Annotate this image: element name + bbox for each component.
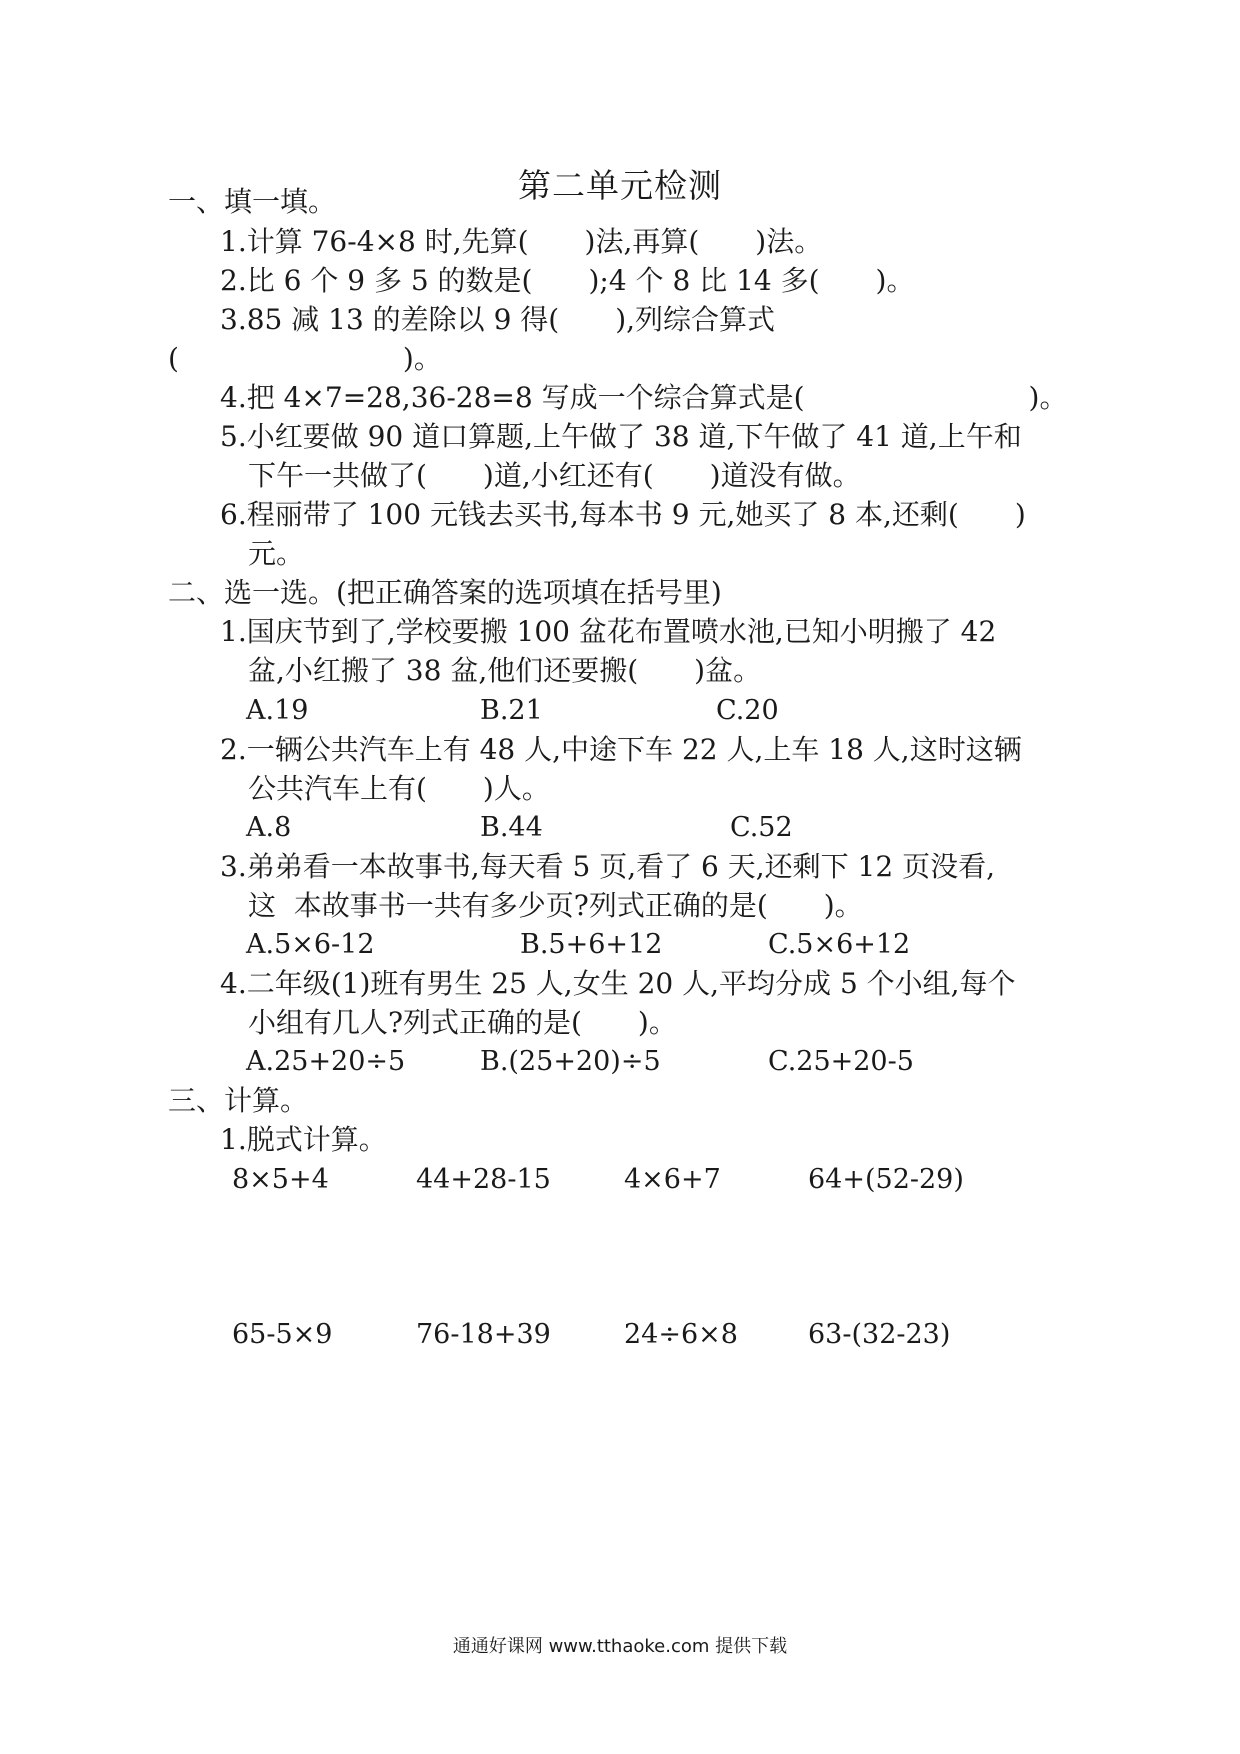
calc-expression: 63-(32-23) [808, 1319, 951, 1350]
section-1-heading: 一、填一填。 [168, 185, 337, 218]
s2-question-3-line-2: 这 本故事书一共有多少页?列式正确的是( )。 [248, 889, 863, 922]
s1-question-5-line-1: 5.小红要做 90 道口算题,上午做了 38 道,下午做了 41 道,上午和 [220, 420, 1022, 453]
s2-q3-option-a: A.5×6-12 [246, 929, 375, 960]
footer-source-text: 通通好课网 www.tthaoke.com 提供下载 [452, 1636, 788, 1657]
s2-q2-option-c: C.52 [730, 812, 793, 843]
page-title: 第二单元检测 [518, 166, 722, 205]
s2-question-2-line-2: 公共汽车上有( )人。 [248, 772, 550, 805]
calc-expression: 8×5+4 [232, 1164, 329, 1195]
calc-expression: 64+(52-29) [808, 1164, 964, 1195]
s2-question-4-line-1: 4.二年级(1)班有男生 25 人,女生 20 人,平均分成 5 个小组,每个 [220, 967, 1016, 1000]
calc-expression: 76-18+39 [416, 1319, 551, 1350]
s2-q3-option-c: C.5×6+12 [768, 929, 911, 960]
s1-question-3-line-2: ( )。 [168, 342, 442, 375]
s1-question-4: 4.把 4×7=28,36-28=8 写成一个综合算式是( )。 [220, 381, 1068, 414]
section-2-heading: 二、选一选。(把正确答案的选项填在括号里) [168, 576, 722, 609]
s2-q3-option-b: B.5+6+12 [520, 929, 663, 960]
s2-question-1-line-2: 盆,小红搬了 38 盆,他们还要搬( )盆。 [248, 654, 762, 687]
s2-question-3-line-1: 3.弟弟看一本故事书,每天看 5 页,看了 6 天,还剩下 12 页没看, [220, 850, 995, 883]
s2-q4-option-b: B.(25+20)÷5 [480, 1046, 661, 1077]
s3-question-1: 1.脱式计算。 [220, 1123, 387, 1156]
s1-question-1: 1.计算 76-4×8 时,先算( )法,再算( )法。 [220, 225, 823, 258]
calc-expression: 4×6+7 [624, 1164, 721, 1195]
s2-q1-option-a: A.19 [246, 695, 309, 726]
s2-q1-option-b: B.21 [480, 695, 543, 726]
s1-question-6-line-2: 元。 [248, 537, 305, 570]
s2-question-4-line-2: 小组有几人?列式正确的是( )。 [248, 1006, 677, 1039]
s2-question-2-line-1: 2.一辆公共汽车上有 48 人,中途下车 22 人,上车 18 人,这时这辆 [220, 733, 1022, 766]
section-3-heading: 三、计算。 [168, 1084, 309, 1117]
s2-question-1-line-1: 1.国庆节到了,学校要搬 100 盆花布置喷水池,已知小明搬了 42 [220, 615, 997, 648]
s1-question-3-line-1: 3.85 减 13 的差除以 9 得( ),列综合算式 [220, 303, 776, 336]
s2-q1-option-c: C.20 [716, 695, 779, 726]
s1-question-5-line-2: 下午一共做了( )道,小红还有( )道没有做。 [248, 459, 861, 492]
s1-question-2: 2.比 6 个 9 多 5 的数是( );4 个 8 比 14 多( )。 [220, 264, 915, 297]
s2-q4-option-c: C.25+20-5 [768, 1046, 914, 1077]
calc-expression: 44+28-15 [416, 1164, 551, 1195]
s2-q4-option-a: A.25+20÷5 [246, 1046, 406, 1077]
s2-q2-option-a: A.8 [246, 812, 292, 843]
s1-question-6-line-1: 6.程丽带了 100 元钱去买书,每本书 9 元,她买了 8 本,还剩( ) [220, 498, 1026, 531]
s2-q2-option-b: B.44 [480, 812, 543, 843]
calc-expression: 24÷6×8 [624, 1319, 738, 1350]
calc-expression: 65-5×9 [232, 1319, 333, 1350]
